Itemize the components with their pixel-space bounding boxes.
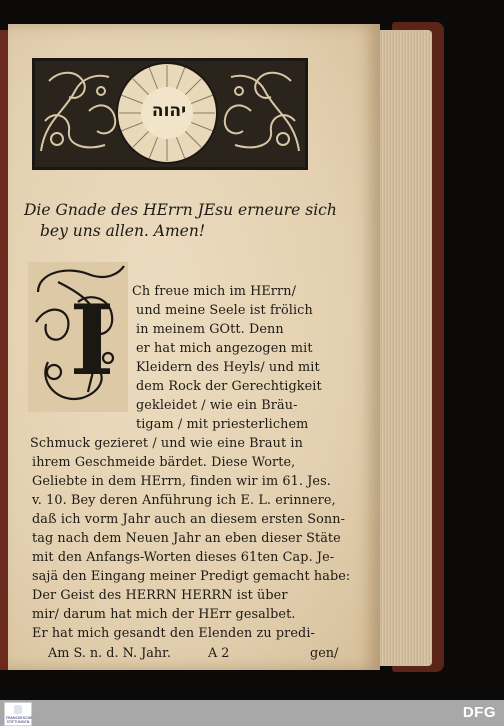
text-line: Schmuck gezieret / und wie eine Braut in: [30, 436, 303, 451]
text-line: tag nach dem Neuen Jahr an eben dieser Stäte: [32, 531, 341, 546]
text-line: und meine Seele ist frölich: [136, 303, 313, 318]
text-line: Ch freue mich im HErrn/: [132, 284, 296, 299]
opening-blessing: [24, 200, 354, 242]
dfg-logo[interactable]: DFG: [462, 704, 496, 721]
text-line: Kleidern des Heyls/ und mit: [136, 360, 320, 375]
text-line: Geliebte in dem HErrn, finden wir im 61. Jes.: [32, 474, 331, 489]
viewer-bottom-bar: [0, 700, 504, 726]
text-line: in meinem GOtt. Denn: [136, 322, 284, 337]
running-title: Am S. n. d. N. Jahr.: [48, 646, 171, 661]
text-line: gekleidet / wie ein Bräu-: [136, 398, 298, 413]
decorated-initial-letter: [28, 262, 128, 412]
text-line: mit den Anfangs-Worten dieses 61ten Cap. Je-: [32, 550, 335, 565]
divine-name: יהוה: [151, 101, 187, 121]
text-line: mir/ darum hat mich der HErr gesalbet.: [32, 607, 296, 622]
text-line: ihrem Geschmeide bärdet. Diese Worte,: [32, 455, 296, 470]
text-line: dem Rock der Gerechtigkeit: [136, 379, 322, 394]
institution-logo-text: FRANCKESCHE STIFTUNGEN: [6, 716, 33, 724]
shield-icon: [14, 705, 22, 714]
blessing-line: Die Gnade des HErrn JEsu erneure sich: [24, 201, 337, 219]
catchword: gen/: [310, 646, 339, 661]
text-line: sajä den Eingang meiner Predigt gemacht habe:: [32, 569, 351, 584]
institution-logo[interactable]: [4, 702, 32, 726]
text-line: er hat mich angezogen mit: [136, 341, 313, 356]
right-flourish-ornament: [219, 61, 305, 161]
text-line: daß ich vorm Jahr auch an diesem ersten Sonn-: [32, 512, 345, 527]
initial-glyph: I: [69, 284, 115, 397]
text-line: tigam / mit priesterlichem: [136, 417, 309, 432]
book-spine-edge: [0, 30, 8, 670]
ornamental-headpiece: [32, 58, 308, 170]
signature-mark: A 2: [208, 646, 230, 661]
left-flourish-ornament: [35, 61, 121, 161]
text-line: v. 10. Bey deren Anführung ich E. L. erinnere,: [32, 493, 336, 508]
blessing-line: bey uns allen. Amen!: [40, 222, 206, 240]
text-line: Der Geist des HERRN HERRN ist über: [32, 588, 288, 603]
page-footer: [40, 646, 358, 664]
text-line: Er hat mich gesandt den Elenden zu predi-: [32, 626, 315, 641]
